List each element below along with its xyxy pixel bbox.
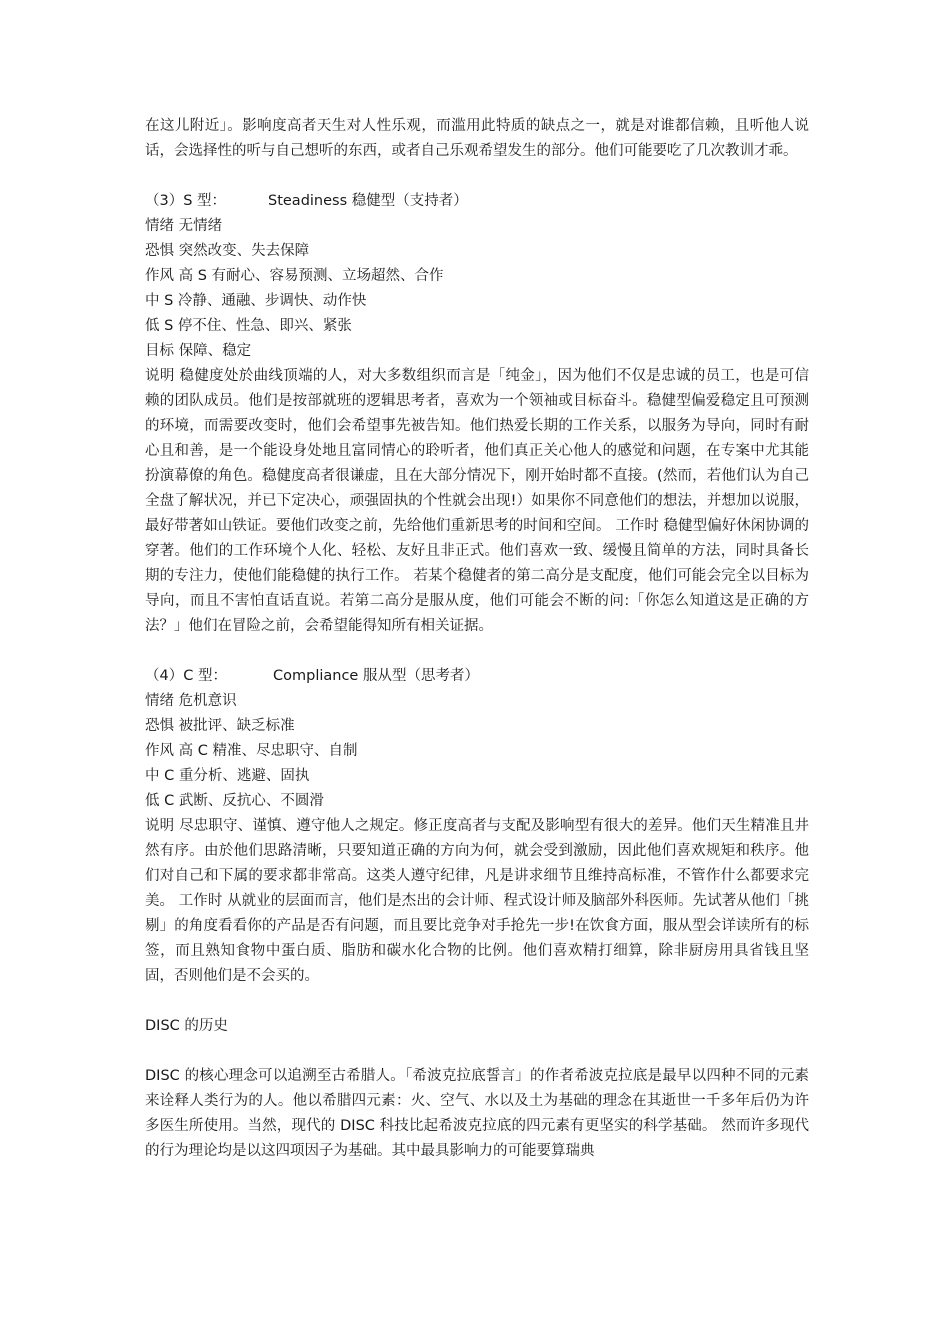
c-style-low-line: 低 C 武断、反抗心、不圆滑 — [145, 793, 324, 809]
history-heading: DISC 的历史 — [145, 1018, 228, 1034]
s-emotion-line: 情绪 无情绪 — [145, 218, 223, 234]
s-style-low-line: 低 S 停不住、性急、即兴、紧张 — [145, 318, 352, 334]
s-fear-line: 恐惧 突然改变、失去保障 — [145, 243, 310, 259]
document-page — [145, 114, 809, 1164]
c-style-high-line: 作风 高 C 精准、尽忠职守、自制 — [145, 743, 358, 759]
c-style-mid-line: 中 C 重分析、逃避、固执 — [145, 768, 310, 784]
c-type-number: （4）C 型： — [145, 668, 227, 684]
s-type-heading — [145, 189, 809, 214]
s-style-high-line: 作风 高 S 有耐心、容易预测、立场超然、合作 — [145, 268, 444, 284]
s-goal-line: 目标 保障、稳定 — [145, 343, 252, 359]
c-emotion-line: 情绪 危机意识 — [145, 693, 237, 709]
c-type-heading — [145, 664, 809, 689]
c-description: 说明 尽忠职守、谨慎、遵守他人之规定。修正度高者与支配及影响型有很大的差异。他们天生精准且井然有序。由於他们思路清晰，只要知道正确的方向为何，就会受到激励，因此他们喜欢规矩和秩序。他们对自己和下属的要求都非常高。这类人遵守纪律，凡是讲求细节且维持高标准，不管作什么都要求完美。 工作时 从就业的层面而言，他们是杰出的会计师、程式设计师及脑部外科医师。先试著从他们「挑剔」的角度看看你的产品是否有问题，而且要比竞争对手抢先一步!在饮食方面，服从型会详读所有的标签，而且熟知食物中蛋白质、脂肪和碳水化合物的比例。他们喜欢精打细算，除非厨房用具省钱且坚固，否则他们是不会买的。 — [145, 818, 809, 984]
s-description: 说明 稳健度处於曲线顶端的人，对大多数组织而言是「纯金」，因为他们不仅是忠诚的员工，也是可信赖的团队成员。他们是按部就班的逻辑思考者，喜欢为一个领袖或目标奋斗。稳健型偏爱稳定且可预测的环境，而需要改变时，他们会希望事先被告知。他们热爱长期的工作关系，以服务为导向，同时有耐心且和善，是一个能设身处地且富同情心的聆听者，他们真正关心他人的感觉和问题，在专案中尤其能扮演幕僚的角色。稳健度高者很谦虚，且在大部分情况下，刚开始时都不直接。(然而，若他们认为自己全盘了解状况，并已下定决心，顽强固执的个性就会出现!）如果你不同意他们的想法，并想加以说服，最好带著如山铁证。要他们改变之前，先给他们重新思考的时间和空间。 工作时 稳健型偏好休闲协调的穿著。他们的工作环境个人化、轻松、友好且非正式。他们喜欢一致、缓慢且简单的方法，同时具备长期的专注力，使他们能稳健的执行工作。 若某个稳健者的第二高分是支配度，他们可能会完全以目标为导向，而且不害怕直话直说。若第二高分是服从度，他们可能会不断的问:「你怎么知道这是正确的方法？」他们在冒险之前，会希望能得知所有相关证据。 — [145, 368, 809, 634]
s-style-mid-line: 中 S 冷静、通融、步调快、动作快 — [145, 293, 367, 309]
s-type-title: Steadiness 稳健型（支持者） — [268, 193, 468, 209]
history-body: DISC 的核心理念可以追溯至古希腊人。「希波克拉底誓言」的作者希波克拉底是最早以四种不同的元素来诠释人类行为的人。他以希腊四元素：火、空气、水以及土为基础的理念在其逝世一千多年后仍为许多医生所使用。当然，现代的 DISC 科技比起希波克拉底的四元素有更坚实的科学基础。 然而许多现代的行为理论均是以这四项因子为基础。其中最具影响力的可能要算瑞典 — [145, 1068, 809, 1159]
c-fear-line: 恐惧 被批评、缺乏标准 — [145, 718, 295, 734]
intro-paragraph: 在这儿附近」。影响度高者天生对人性乐观，而滥用此特质的缺点之一，就是对谁都信赖，且听他人说话，会选择性的听与自己想听的东西，或者自己乐观希望发生的部分。他们可能要吃了几次教训才乖。 — [145, 118, 809, 159]
c-type-title: Compliance 服从型（思考者） — [273, 668, 479, 684]
s-type-number: （3）S 型： — [145, 193, 227, 209]
